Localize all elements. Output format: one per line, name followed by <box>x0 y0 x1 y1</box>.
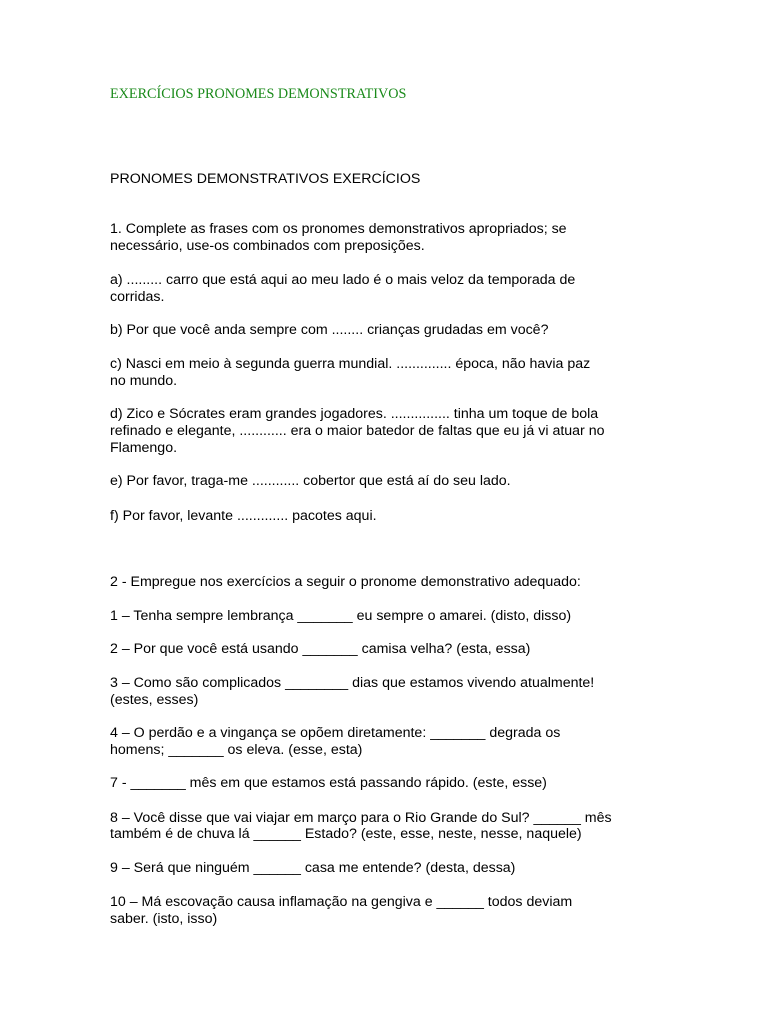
exercise-line: 4 – O perdão e a vingança se opõem diretamente: _______ degrada os <box>110 725 561 741</box>
exercise-line: 7 - _______ mês em que estamos está passando rápido. (este, esse) <box>110 775 547 791</box>
exercise-line: homens; _______ os eleva. (esse, esta) <box>110 742 363 758</box>
exercise-line: também é de chuva lá ______ Estado? (este, esse, neste, nesse, naquele) <box>110 826 582 842</box>
exercise-line: 3 – Como são complicados ________ dias que estamos vivendo atualmente! <box>110 675 595 691</box>
document-heading: EXERCÍCIOS PRONOMES DEMONSTRATIVOS <box>110 86 407 102</box>
exercise-line: e) Por favor, traga-me ............ cobertor que está aí do seu lado. <box>110 473 511 489</box>
exercise-line: f) Por favor, levante ............. pacotes aqui. <box>110 508 377 524</box>
exercise-line: corridas. <box>110 289 165 305</box>
exercise-line: 9 – Será que ninguém ______ casa me entende? (desta, dessa) <box>110 860 516 876</box>
instruction-line: necessário, use-os combinados com preposições. <box>110 238 425 254</box>
exercise-line: Flamengo. <box>110 440 178 456</box>
exercise-line: 8 – Você disse que vai viajar em março para o Rio Grande do Sul? ______ mês <box>110 810 612 826</box>
instruction-line: 1. Complete as frases com os pronomes demonstrativos apropriados; se <box>110 221 567 237</box>
exercise-line: saber. (isto, isso) <box>110 911 218 927</box>
exercise-line: 2 – Por que você está usando _______ camisa velha? (esta, essa) <box>110 641 531 657</box>
exercise-line: a) ......... carro que está aqui ao meu lado é o mais veloz da temporada de <box>110 272 576 288</box>
section-2-instruction: 2 - Empregue nos exercícios a seguir o pronome demonstrativo adequado: <box>110 574 581 590</box>
exercise-line: b) Por que você anda sempre com ........ crianças grudadas em você? <box>110 322 549 338</box>
exercise-line: d) Zico e Sócrates eram grandes jogadores. ............... tinha um toque de bola <box>110 406 599 422</box>
document-title: PRONOMES DEMONSTRATIVOS EXERCÍCIOS <box>110 171 421 187</box>
exercise-line: refinado e elegante, ............ era o maior batedor de faltas que eu já vi atuar no <box>110 423 605 439</box>
exercise-line: c) Nasci em meio à segunda guerra mundial. .............. época, não havia paz <box>110 356 591 372</box>
exercise-line: 1 – Tenha sempre lembrança _______ eu sempre o amarei. (disto, disso) <box>110 608 572 624</box>
exercise-line: 10 – Má escovação causa inflamação na gengiva e ______ todos deviam <box>110 894 573 910</box>
exercise-line: (estes, esses) <box>110 692 199 708</box>
exercise-line: no mundo. <box>110 373 178 389</box>
